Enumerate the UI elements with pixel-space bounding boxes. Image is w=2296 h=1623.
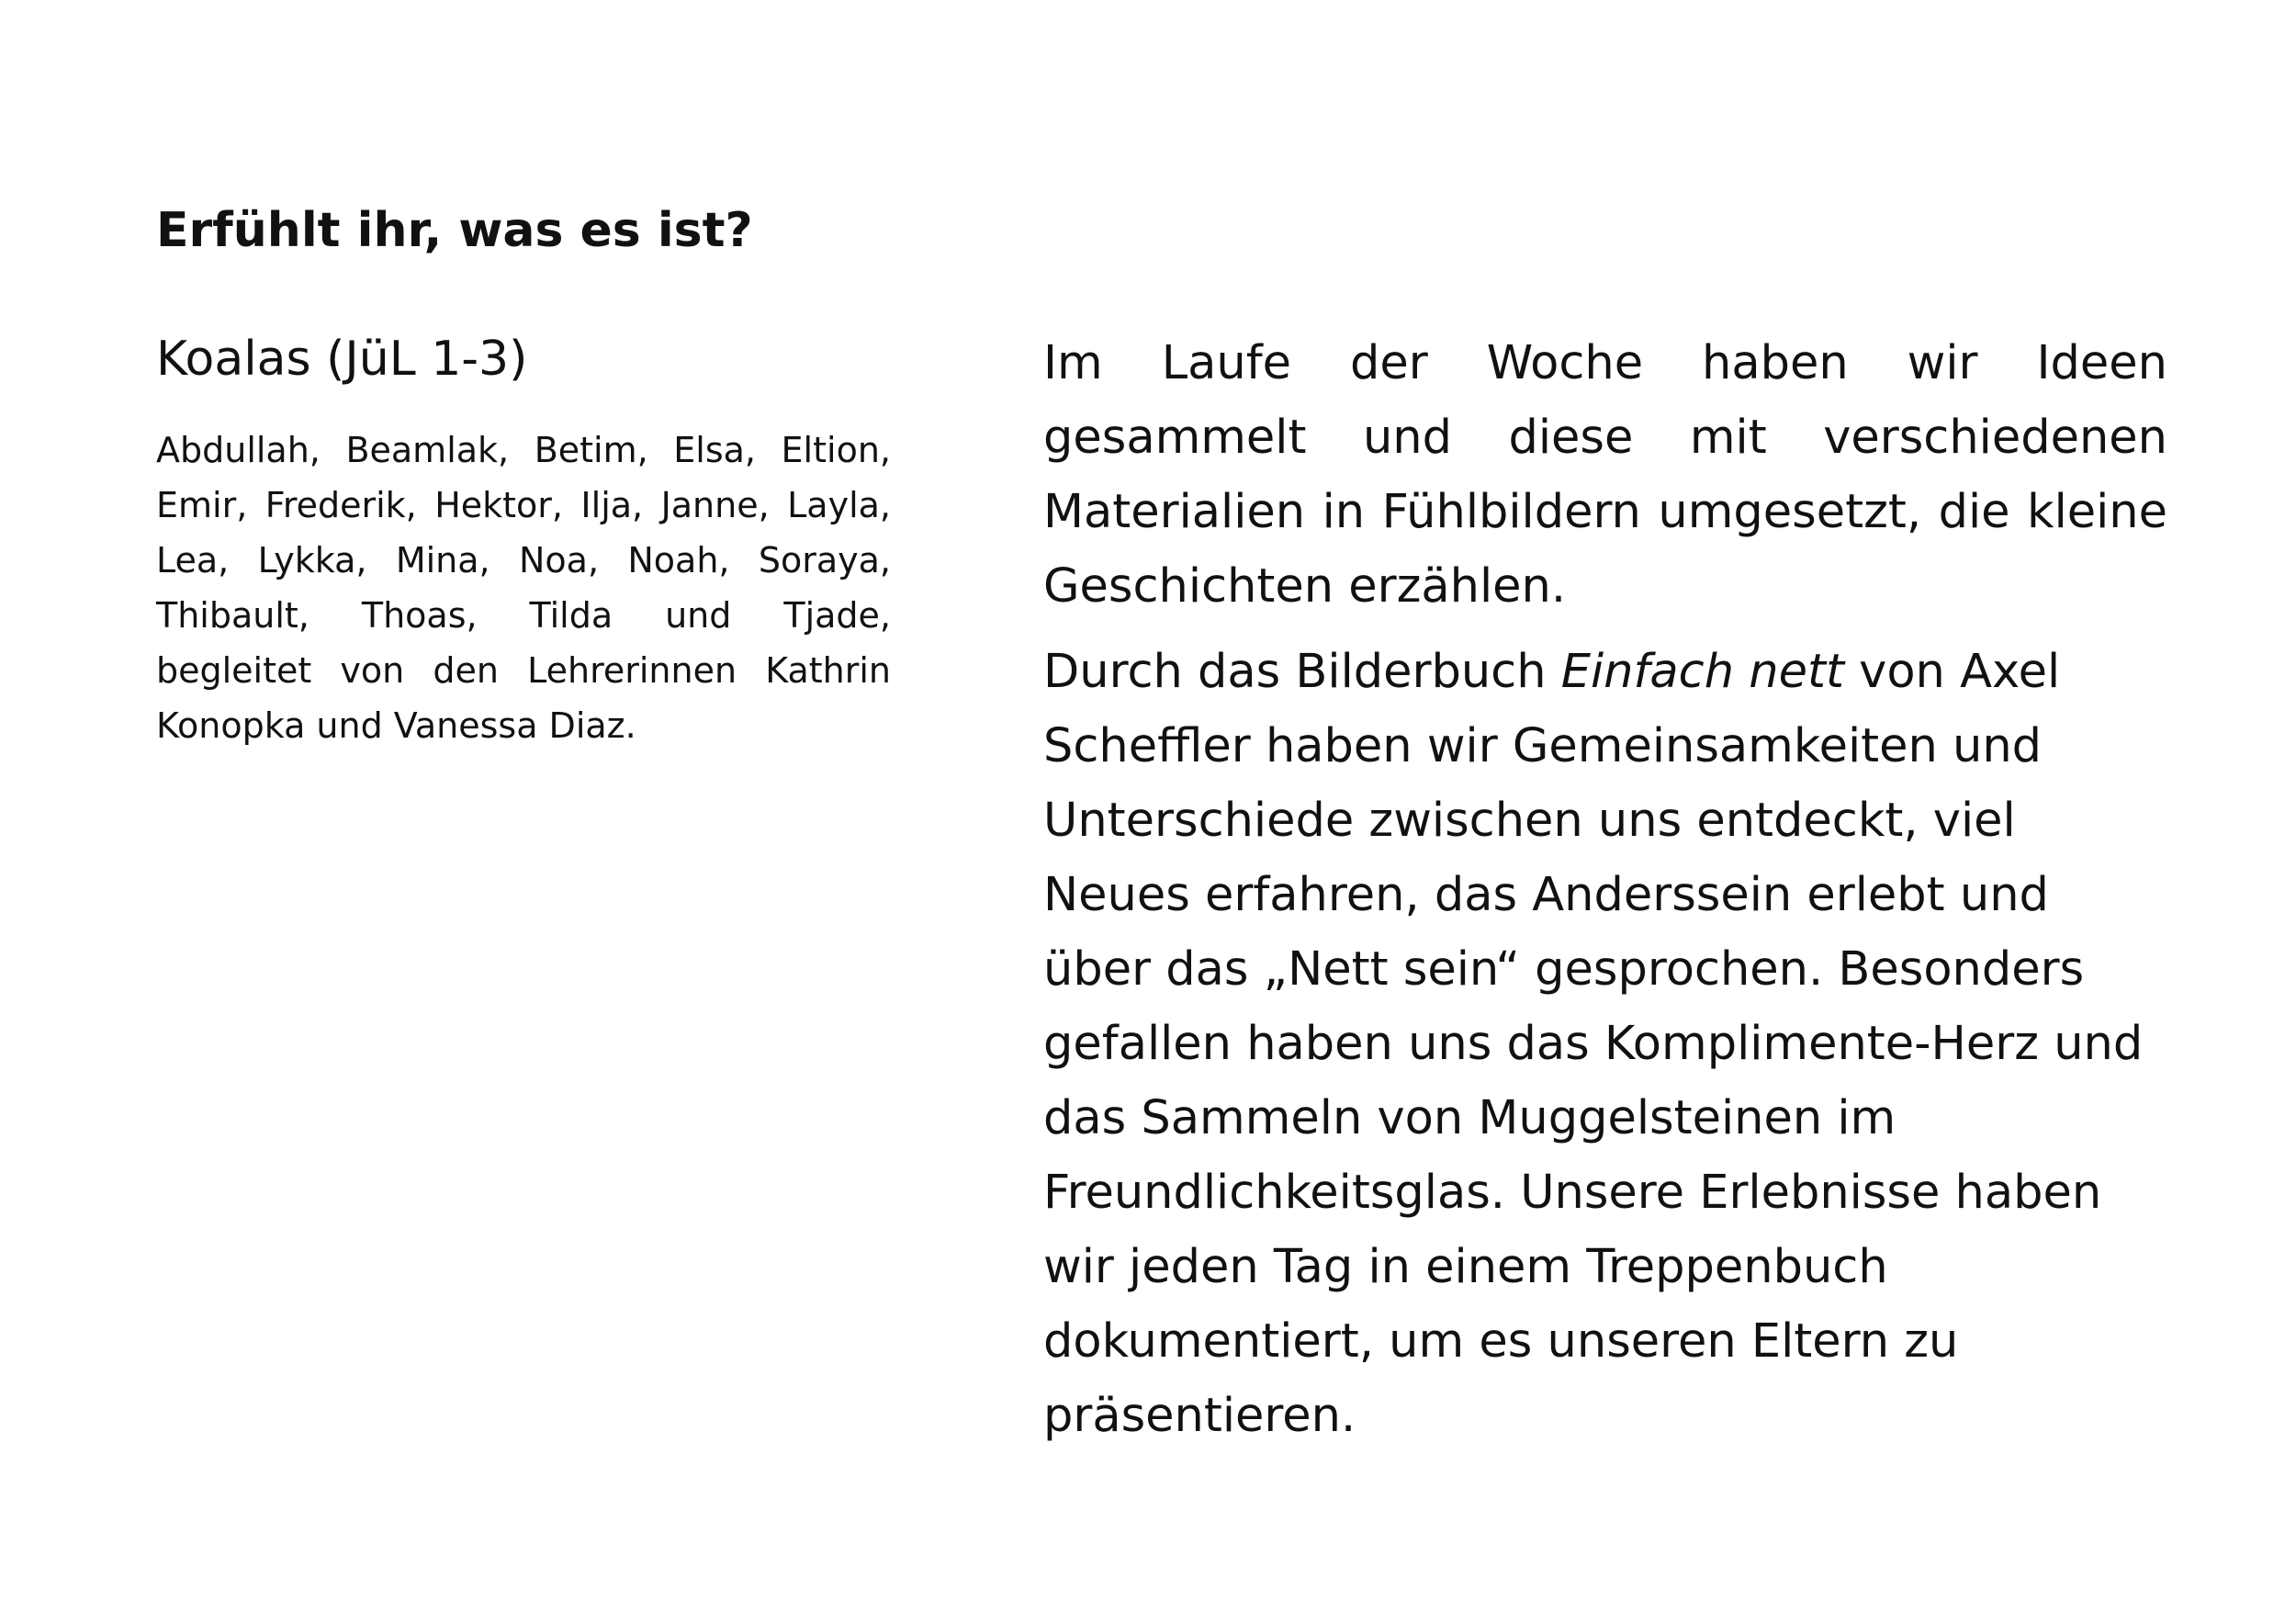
participants-list: Abdullah, Beamlak, Betim, Elsa, Eltion, Emir, Frederik, Hektor, Ilja, Janne, Layla, Lea, Lykka, Mina, Noa, Noah, Soraya, Thibault, Thoas, Tilda und Tjade, begleitet von den Lehrerinnen Kathrin Konopka und Vanessa Diaz.: [156, 430, 891, 747]
book-title: Einfach nett: [1560, 645, 1844, 699]
story-text-start: Durch das Bilderbuch: [1043, 645, 1561, 699]
page-title: Erfühlt ihr, was es ist?: [156, 203, 753, 258]
group-title: Koalas (JüL 1-3): [156, 332, 528, 387]
story-text-rest: von Axel Scheffler haben wir Gemeinsamkeiten und Unterschiede zwischen uns entdeckt, viel Neues erfahren, das Anderssein erlebt und über das „Nett sein“ gesprochen. Besonders gefallen haben uns das Komplimente-Herz und das Sammeln von Muggelsteinen im Freundlichkeitsglas. Unsere Erlebnisse haben wir jeden Tag in einem Treppenbuch dokumentiert, um es unseren Eltern zu präsentieren.: [1043, 645, 2144, 1443]
left-column: [156, 331, 891, 753]
right-column: [1043, 326, 2167, 1464]
story-paragraph: [1043, 635, 2167, 1453]
intro-paragraph: Im Laufe der Woche haben wir Ideen gesammelt und diese mit verschiedenen Materialien in Fühlbildern umgesetzt, die kleine Geschichten erzählen.: [1043, 336, 2167, 614]
